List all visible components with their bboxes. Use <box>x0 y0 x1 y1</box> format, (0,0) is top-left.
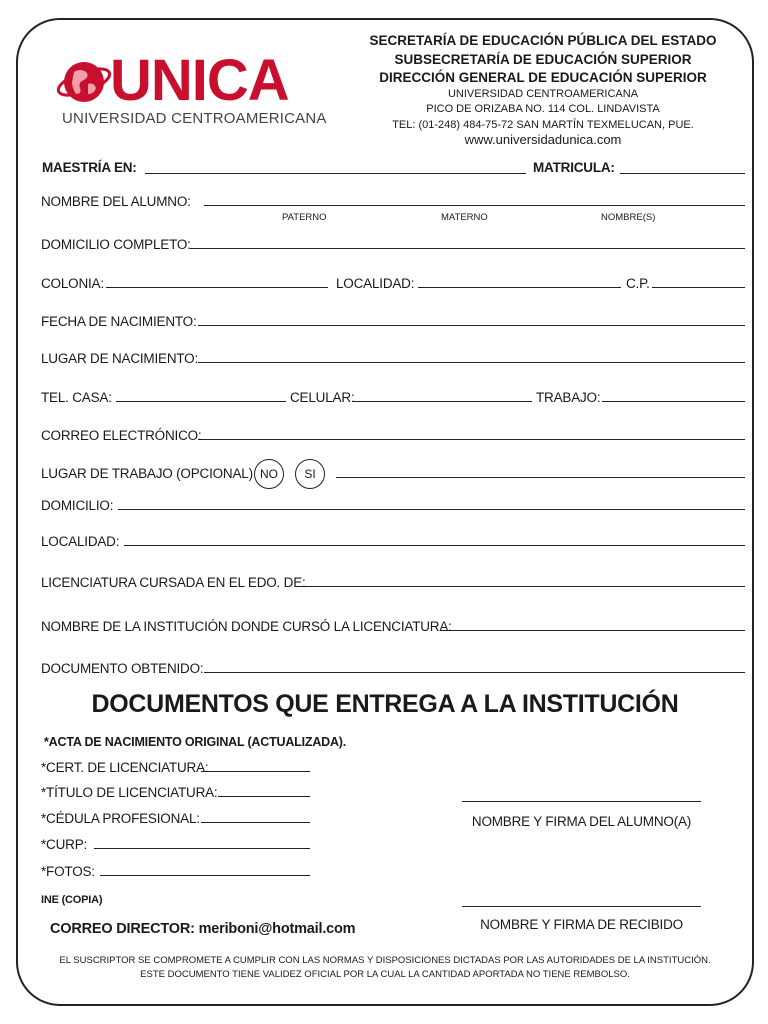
documents-title: DOCUMENTOS QUE ENTREGA A LA INSTITUCIÓN <box>91 690 679 718</box>
website-link[interactable]: www.universidadunica.com <box>464 132 622 147</box>
fecha-nac-label: FECHA DE NACIMIENTO: <box>41 314 197 329</box>
nombre-field[interactable] <box>204 205 745 206</box>
trabajo-label: TRABAJO: <box>536 390 601 405</box>
header-line-3: DIRECCIÓN GENERAL DE EDUCACIÓN SUPERIOR <box>379 70 707 85</box>
colonia-label: COLONIA: <box>41 276 104 291</box>
cert-field[interactable] <box>201 771 310 772</box>
institucion-label: NOMBRE DE LA INSTITUCIÓN DONDE CURSÓ LA LICENCIATURA: <box>41 619 452 634</box>
matricula-label: MATRICULA: <box>533 160 615 175</box>
header-website[interactable] <box>358 132 728 147</box>
header-line-6: TEL: (01-248) 484-75-72 SAN MARTÍN TEXMELUCAN, PUE. <box>392 119 694 131</box>
celular-field[interactable] <box>353 401 532 402</box>
option-si[interactable] <box>295 459 325 489</box>
matricula-field[interactable] <box>620 173 745 174</box>
cert-label: *CERT. DE LICENCIATURA: <box>41 760 209 775</box>
cedula-field[interactable] <box>201 822 310 823</box>
domicilio-completo-label: DOMICILIO COMPLETO: <box>41 237 191 252</box>
institucion-field[interactable] <box>441 630 745 631</box>
option-no[interactable] <box>254 459 284 489</box>
colonia-field[interactable] <box>106 287 328 288</box>
lugar-nac-field[interactable] <box>198 362 745 363</box>
correo-field[interactable] <box>198 439 745 440</box>
documento-field[interactable] <box>204 672 745 673</box>
domicilio-completo-field[interactable] <box>190 248 745 249</box>
titulo-label: *TÍTULO DE LICENCIATURA: <box>41 785 218 800</box>
trabajo-field[interactable] <box>602 401 745 402</box>
ine-item: INE (COPIA) <box>41 894 103 906</box>
firma-alumno-line[interactable] <box>462 801 701 802</box>
footer-line-1: EL SUSCRIPTOR SE COMPROMETE A CUMPLIR CON LAS NORMAS Y DISPOSICIONES DICTADAS POR LAS AUTORIDADES DE LA INSTITUCIÓN. <box>59 955 711 966</box>
option-si-label: SI <box>304 467 316 481</box>
lugar-trabajo-label: LUGAR DE TRABAJO (OPCIONAL) <box>41 466 253 481</box>
cp-label: C.P. <box>626 276 650 291</box>
fecha-nac-field[interactable] <box>198 325 745 326</box>
lugar-nac-label: LUGAR DE NACIMIENTO: <box>41 351 199 366</box>
firma-alumno-label: NOMBRE Y FIRMA DEL ALUMNO(A) <box>471 814 692 829</box>
domicilio-field[interactable] <box>118 509 745 510</box>
tel-casa-field[interactable] <box>116 401 286 402</box>
cedula-label: *CÉDULA PROFESIONAL: <box>41 811 200 826</box>
cp-field[interactable] <box>652 287 745 288</box>
documento-label: DOCUMENTO OBTENIDO: <box>41 661 204 676</box>
licenciatura-edo-label: LICENCIATURA CURSADA EN EL EDO. DE: <box>41 575 306 590</box>
localidad-field[interactable] <box>418 287 621 288</box>
logo-word: UNICA <box>110 48 289 113</box>
header-line-2: SUBSECRETARÍA DE EDUCACIÓN SUPERIOR <box>394 52 692 67</box>
option-no-label: NO <box>260 467 278 481</box>
nombre-label: NOMBRE DEL ALUMNO: <box>41 194 191 209</box>
celular-label: CELULAR: <box>290 390 355 405</box>
materno-caption: MATERNO <box>441 212 488 223</box>
titulo-field[interactable] <box>218 796 310 797</box>
licenciatura-edo-field[interactable] <box>298 586 745 587</box>
header-line-5: PICO DE ORIZABA NO. 114 COL. LINDAVISTA <box>426 103 660 115</box>
lugar-trabajo-field[interactable] <box>336 477 745 478</box>
correo-label: CORREO ELECTRÓNICO: <box>41 428 202 443</box>
localidad2-label: LOCALIDAD: <box>41 534 120 549</box>
fotos-label: *FOTOS: <box>41 864 95 879</box>
logo-subtitle: UNIVERSIDAD CENTROAMERICANA <box>62 110 327 127</box>
maestria-field[interactable] <box>145 173 526 174</box>
paterno-caption: PATERNO <box>282 212 327 223</box>
footer-line-2: ESTE DOCUMENTO TIENE VALIDEZ OFICIAL POR LA CUAL LA CANTIDAD APORTADA NO TIENE REMBOLSO. <box>140 969 630 980</box>
header-line-1: SECRETARÍA DE EDUCACIÓN PÚBLICA DEL ESTADO <box>369 33 717 48</box>
correo-director: CORREO DIRECTOR: meriboni@hotmail.com <box>50 921 356 937</box>
domicilio-label: DOMICILIO: <box>41 498 114 513</box>
globe-icon <box>56 54 112 110</box>
firma-recibido-label: NOMBRE Y FIRMA DE RECIBIDO <box>480 917 683 932</box>
curp-field[interactable] <box>94 848 310 849</box>
firma-recibido-line[interactable] <box>462 906 701 907</box>
maestria-label: MAESTRÍA EN: <box>42 160 137 175</box>
header-line-4: UNIVERSIDAD CENTROAMERICANA <box>447 88 639 100</box>
acta-item: *ACTA DE NACIMIENTO ORIGINAL (ACTUALIZADA). <box>44 735 347 749</box>
curp-label: *CURP: <box>41 837 88 852</box>
tel-casa-label: TEL. CASA: <box>41 390 112 405</box>
fotos-field[interactable] <box>100 875 310 876</box>
localidad-label: LOCALIDAD: <box>336 276 415 291</box>
localidad2-field[interactable] <box>124 545 745 546</box>
nombres-caption: NOMBRE(S) <box>601 212 656 223</box>
